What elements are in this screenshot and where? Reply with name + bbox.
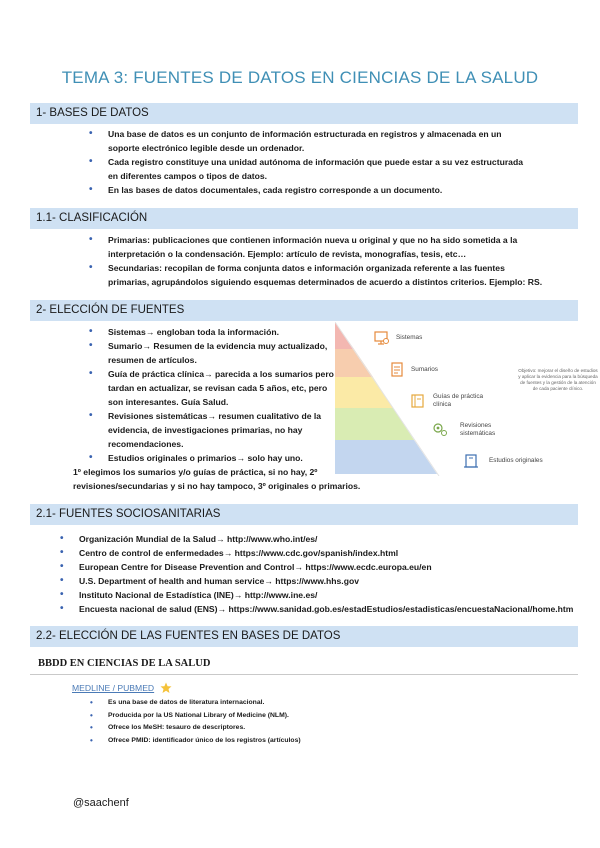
medline-pubmed-link[interactable]: MEDLINE / PUBMED (72, 683, 155, 693)
medline-list (108, 697, 508, 747)
list-item-continuation: soporte electrónico legible desde un ordenador. (108, 143, 305, 153)
list-item: • Guía de práctica clínica→ parecida a los sumarios pero (108, 367, 338, 381)
section-header-fuentes-sociosanitarias: 2.1- FUENTES SOCIOSANITARIAS (30, 504, 578, 525)
page-title: TEMA 3: FUENTES DE DATOS EN CIENCIAS DE LA SALUD (61, 68, 539, 87)
eleccion-fuentes-list (108, 325, 338, 465)
list-item-continuation: primarias, agrupándolos siguiendo esquemas determinados de acuerdo a distintos criterios. Ejemplo: RS. (108, 277, 543, 287)
original-studies-icon (463, 453, 479, 469)
section-header-bases-de-datos: 1- BASES DE DATOS (30, 103, 578, 124)
list-item-continuation: interpretación o la condensación. Ejemplo: artículo de revista, monografías, tesis, etc… (108, 249, 467, 259)
pyramid-label-revisiones-1: Revisiones (460, 422, 492, 429)
pyramid-label-sumarios: Sumarios (411, 366, 438, 373)
author-handle: @saachenf (73, 797, 129, 809)
list-item: • European Centre for Disease Prevention and Control→ https://www.ecdc.europa.eu/en (79, 560, 599, 574)
summary-document-icon (389, 362, 405, 378)
list-item-continuation: recomendaciones. (108, 439, 184, 449)
list-item: • Estudios originales o primarios→ solo hay uno. (108, 451, 338, 465)
guide-book-icon (410, 393, 426, 409)
pyramid-level-revisiones (335, 408, 414, 440)
list-item: • Ofrece PMID: identificador único de los registros (artículos) (108, 735, 508, 748)
priority-note-line2: revisiones/secundarias y si no hay tampoco, 3º originales o primarios. (73, 481, 361, 491)
priority-note-line1: 1º elegimos los sumarios y/o guías de práctica, si no hay, 2º (73, 467, 318, 477)
list-item: • Sumario→ Resumen de la evidencia muy actualizado, (108, 339, 338, 353)
section-header-eleccion-bases-de-datos: 2.2- ELECCIÓN DE LAS FUENTES EN BASES DE DATOS (30, 626, 578, 647)
list-item: • Es una base de datos de literatura internacional. (108, 697, 508, 710)
pyramid-level-estudios (335, 440, 437, 474)
list-item: • Organización Mundial de la Salud→ http://www.who.int/es/ (79, 532, 599, 546)
bases-de-datos-list (108, 127, 568, 197)
pyramid-label-sistemas: Sistemas (396, 334, 423, 341)
list-item-continuation: tardan en actualizar, se revisan cada 5 años, etc, pero (108, 383, 328, 393)
list-item: • Instituto Nacional de Estadística (INE)→ http://www.ine.es/ (79, 588, 599, 602)
list-item: • Ofrece los MeSH: tesauro de descriptores. (108, 722, 508, 735)
clasificacion-list (108, 233, 578, 289)
list-item: • En las bases de datos documentales, cada registro corresponde a un documento. (108, 183, 568, 197)
list-item: • Cada registro constituye una unidad autónoma de información que puede estar a su vez estructurada (108, 155, 568, 169)
list-item-continuation: son interesantes. Guía Salud. (108, 397, 229, 407)
list-item: • Encuesta nacional de salud (ENS)→ https://www.sanidad.gob.es/estadEstudios/estadisticas/encuestaNacional/home.htm (79, 602, 599, 616)
list-item-continuation: en diferentes campos o tipos de datos. (108, 171, 268, 181)
list-item: • U.S. Department of health and human service→ https://www.hhs.gov (79, 574, 599, 588)
pyramid-label-guias-2: clínica (433, 401, 452, 408)
list-item: • Sistemas→ engloban toda la información. (108, 325, 338, 339)
review-gears-icon (432, 421, 448, 437)
list-item: • Producida por la US National Library of Medicine (NLM). (108, 710, 508, 723)
list-item: • Revisiones sistemáticas→ resumen cualitativo de la (108, 409, 338, 423)
bbdd-subheading: BBDD EN CIENCIAS DE LA SALUD (30, 654, 578, 675)
list-item-continuation: evidencia, de investigaciones primarias, no hay (108, 425, 303, 435)
section-header-clasificacion: 1.1- CLASIFICACIÓN (30, 208, 578, 229)
section-header-eleccion-de-fuentes: 2- ELECCIÓN DE FUENTES (30, 300, 578, 321)
fuentes-sociosanitarias-list (79, 532, 599, 616)
pyramid-side-note: Objetivo: mejorar el diseño de estudios y aplicar la evidencia para la búsqueda de fuentes y la gestión de la atención de cada paciente clínico. (518, 368, 598, 391)
pyramid-level-guias (335, 377, 393, 408)
list-item: • Centro de control de enfermedades→ https://www.cdc.gov/spanish/index.html (79, 546, 599, 560)
pyramid-label-estudios: Estudios originales (489, 457, 543, 464)
list-item: • Secundarias: recopilan de forma conjunta datos e información organizada referente a las fuentes (108, 261, 578, 275)
list-item: • Primarias: publicaciones que contienen información nueva u original y que no ha sido sometida a la (108, 233, 578, 247)
monitor-icon (374, 330, 390, 346)
list-item-continuation: resumen de artículos. (108, 355, 197, 365)
pyramid-label-revisiones-2: sistemáticas (460, 430, 496, 437)
star-icon (160, 682, 172, 694)
list-item: • Una base de datos es un conjunto de información estructurada en registros y almacenada en un (108, 127, 568, 141)
pyramid-level-sumarios (335, 349, 373, 377)
pyramid-label-guias-1: Guías de práctica (433, 393, 484, 400)
